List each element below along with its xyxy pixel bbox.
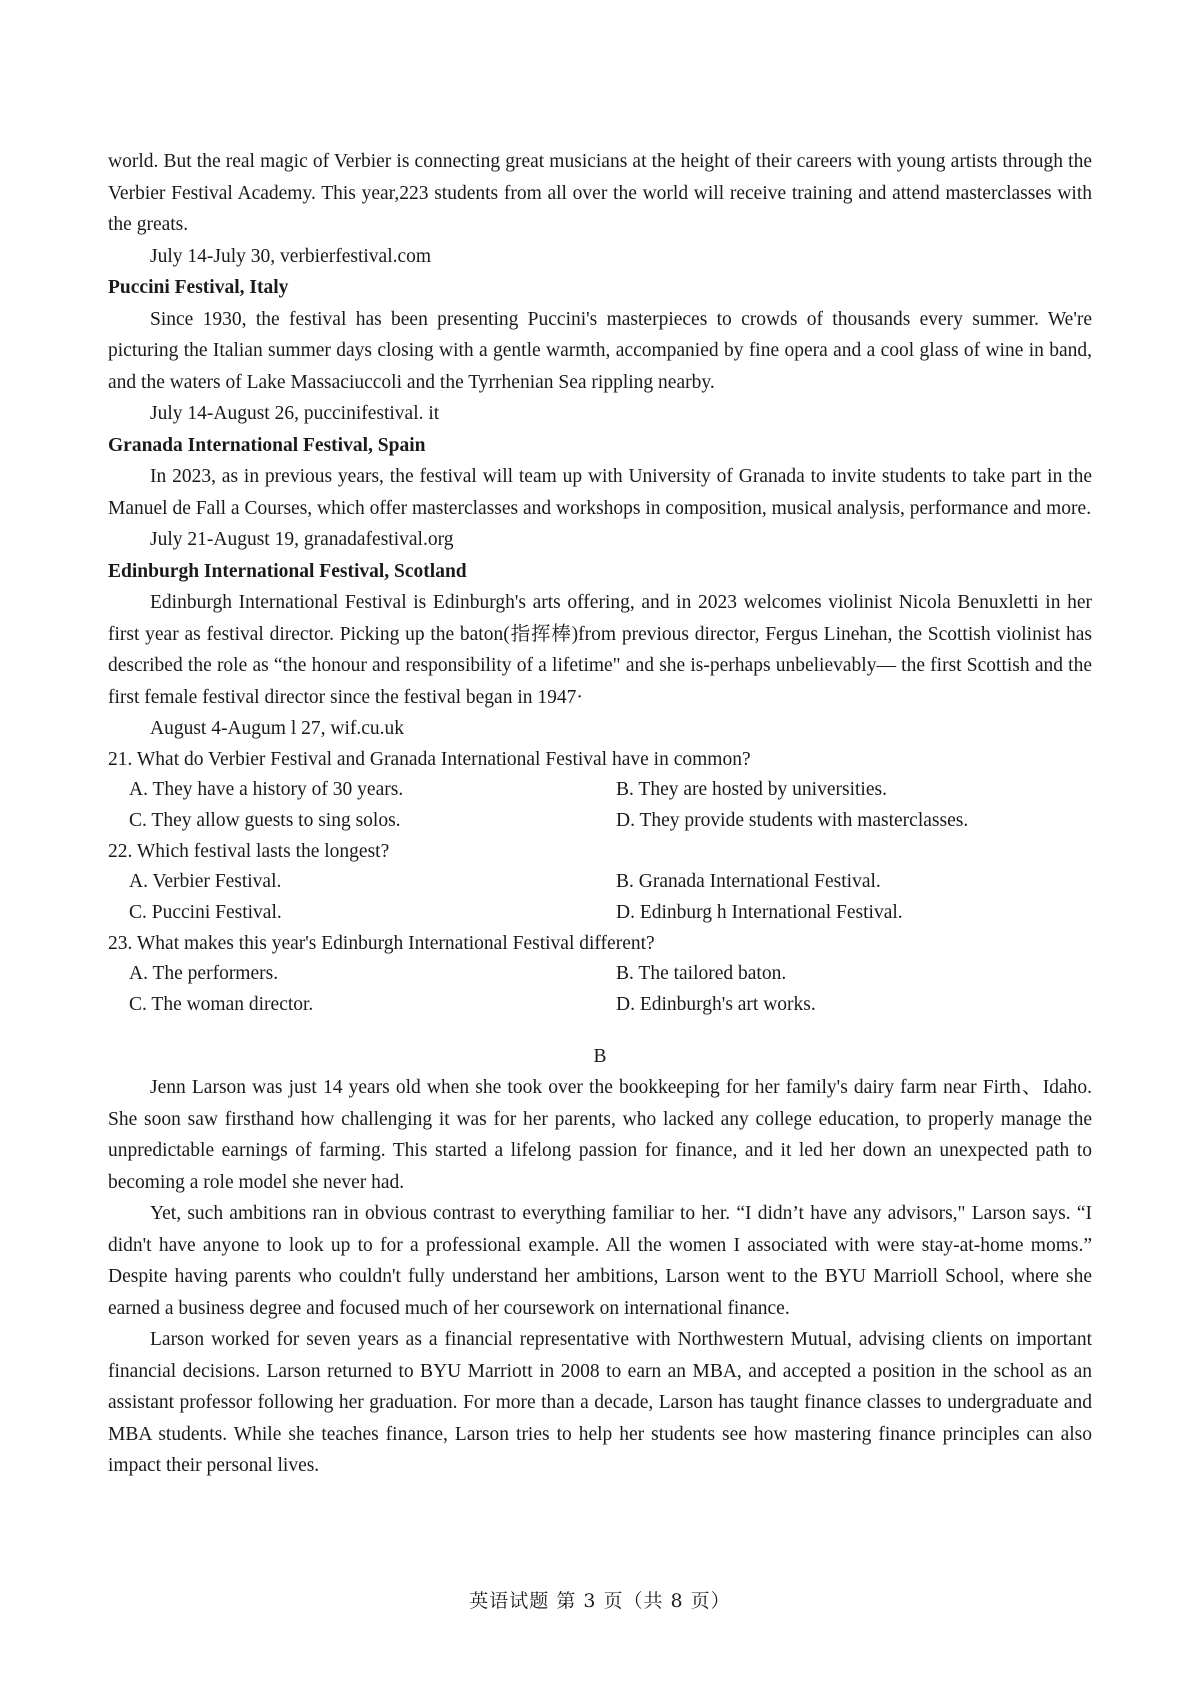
question-stem: 22. Which festival lasts the longest? bbox=[108, 840, 390, 862]
option-grid bbox=[108, 774, 1092, 837]
option-d: D. They provide students with masterclasses. bbox=[616, 810, 969, 831]
option-c: C. They allow guests to sing solos. bbox=[129, 810, 401, 831]
question-21 bbox=[108, 745, 1092, 837]
option-a: A. The performers. bbox=[129, 962, 279, 984]
option-b: B. Granada International Festival. bbox=[616, 870, 881, 892]
option-c: C. The woman director. bbox=[129, 994, 314, 1015]
option-b: B. They are hosted by universities. bbox=[616, 778, 887, 800]
option-d: D. Edinburg h International Festival. bbox=[616, 902, 903, 923]
exam-page bbox=[108, 146, 1092, 1482]
option-b: B. The tailored baton. bbox=[616, 962, 787, 984]
passage-b-paragraph-2: Yet, such ambitions ran in obvious contrast to everything familiar to her. “I didn’t have any advisors," Larson says. “I didn't have anyone to look up to for a professional example. All the women I associated with were stay-at-home moms.” Despite having parents who couldn't fully understand her ambitions, Larson went to the BYU Marrioll School, where she earned a business degree and focused much of her coursework on international finance. bbox=[108, 1203, 1092, 1319]
granada-date: July 21-August 19, granadafestival.org bbox=[150, 529, 454, 550]
verbier-date: July 14-July 30, verbierfestival.com bbox=[150, 245, 432, 267]
puccini-heading: Puccini Festival, Italy bbox=[108, 277, 289, 298]
verbier-continuation: world. But the real magic of Verbier is connecting great musicians at the height of their careers with young artists through the Verbier Festival Academy. This year,223 students from all over the world will receive training and attend masterclasses with the greats. bbox=[108, 151, 1092, 235]
option-grid bbox=[108, 866, 1092, 929]
section-b-letter: B bbox=[593, 1045, 607, 1067]
edinburgh-body: Edinburgh International Festival is Edinburgh's arts offering, and in 2023 welcomes violinist Nicola Benuxletti in her first year as festival director. Picking up the baton(指挥棒)from previous director, Fergus Linehan, the Scottish violinist has described the role as “the honour and responsibility of a lifetime" and she is-perhaps unbelievably— the first Scottish and the first female festival director since the festival began in 1947· bbox=[108, 592, 1092, 708]
question-stem: 21. What do Verbier Festival and Granada International Festival have in common? bbox=[108, 748, 751, 770]
passage-b-paragraph-1: Jenn Larson was just 14 years old when she took over the bookkeeping for her family's dairy farm near Firth、Idaho. She soon saw firsthand how challenging it was for her parents, who lacked any college education, to properly manage the unpredictable earnings of farming. This started a lifelong passion for finance, and it led her down an unexpected path to becoming a role model she never had. bbox=[108, 1077, 1092, 1193]
question-stem: 23. What makes this year's Edinburgh International Festival different? bbox=[108, 932, 655, 954]
option-grid bbox=[108, 958, 1092, 1021]
option-d: D. Edinburgh's art works. bbox=[616, 994, 816, 1015]
option-a: A. Verbier Festival. bbox=[129, 870, 282, 892]
edinburgh-date: August 4-Augum l 27, wif.cu.uk bbox=[150, 718, 405, 739]
puccini-date: July 14-August 26, puccinifestival. it bbox=[150, 403, 440, 424]
option-a: A. They have a history of 30 years. bbox=[129, 778, 404, 800]
granada-heading: Granada International Festival, Spain bbox=[108, 434, 426, 456]
question-23 bbox=[108, 929, 1092, 1021]
edinburgh-heading: Edinburgh International Festival, Scotland bbox=[108, 560, 467, 582]
page-footer: 英语试题 第 3 页（共 8 页） bbox=[469, 1590, 731, 1612]
option-c: C. Puccini Festival. bbox=[129, 902, 282, 923]
passage-b-paragraph-3: Larson worked for seven years as a financial representative with Northwestern Mutual, advising clients on important financial decisions. Larson returned to BYU Marriott in 2008 to earn an MBA, and accepted a position in the school as an assistant professor following her graduation. For more than a decade, Larson has taught finance classes to undergraduate and MBA students. While she teaches finance, Larson tries to help her students see how mastering finance principles can also impact their personal lives. bbox=[108, 1329, 1092, 1476]
puccini-body: Since 1930, the festival has been presenting Puccini's masterpieces to crowds of thousands every summer. We're picturing the Italian summer days closing with a gentle warmth, accompanied by fine opera and a cool glass of wine in band, and the waters of Lake Massaciuccoli and the Tyrrhenian Sea rippling nearby. bbox=[108, 308, 1092, 393]
question-22 bbox=[108, 837, 1092, 929]
granada-body: In 2023, as in previous years, the festival will team up with University of Granada to invite students to take part in the Manuel de Fall a Courses, which offer masterclasses and workshops in composition, musical analysis, performance and more. bbox=[108, 466, 1092, 519]
